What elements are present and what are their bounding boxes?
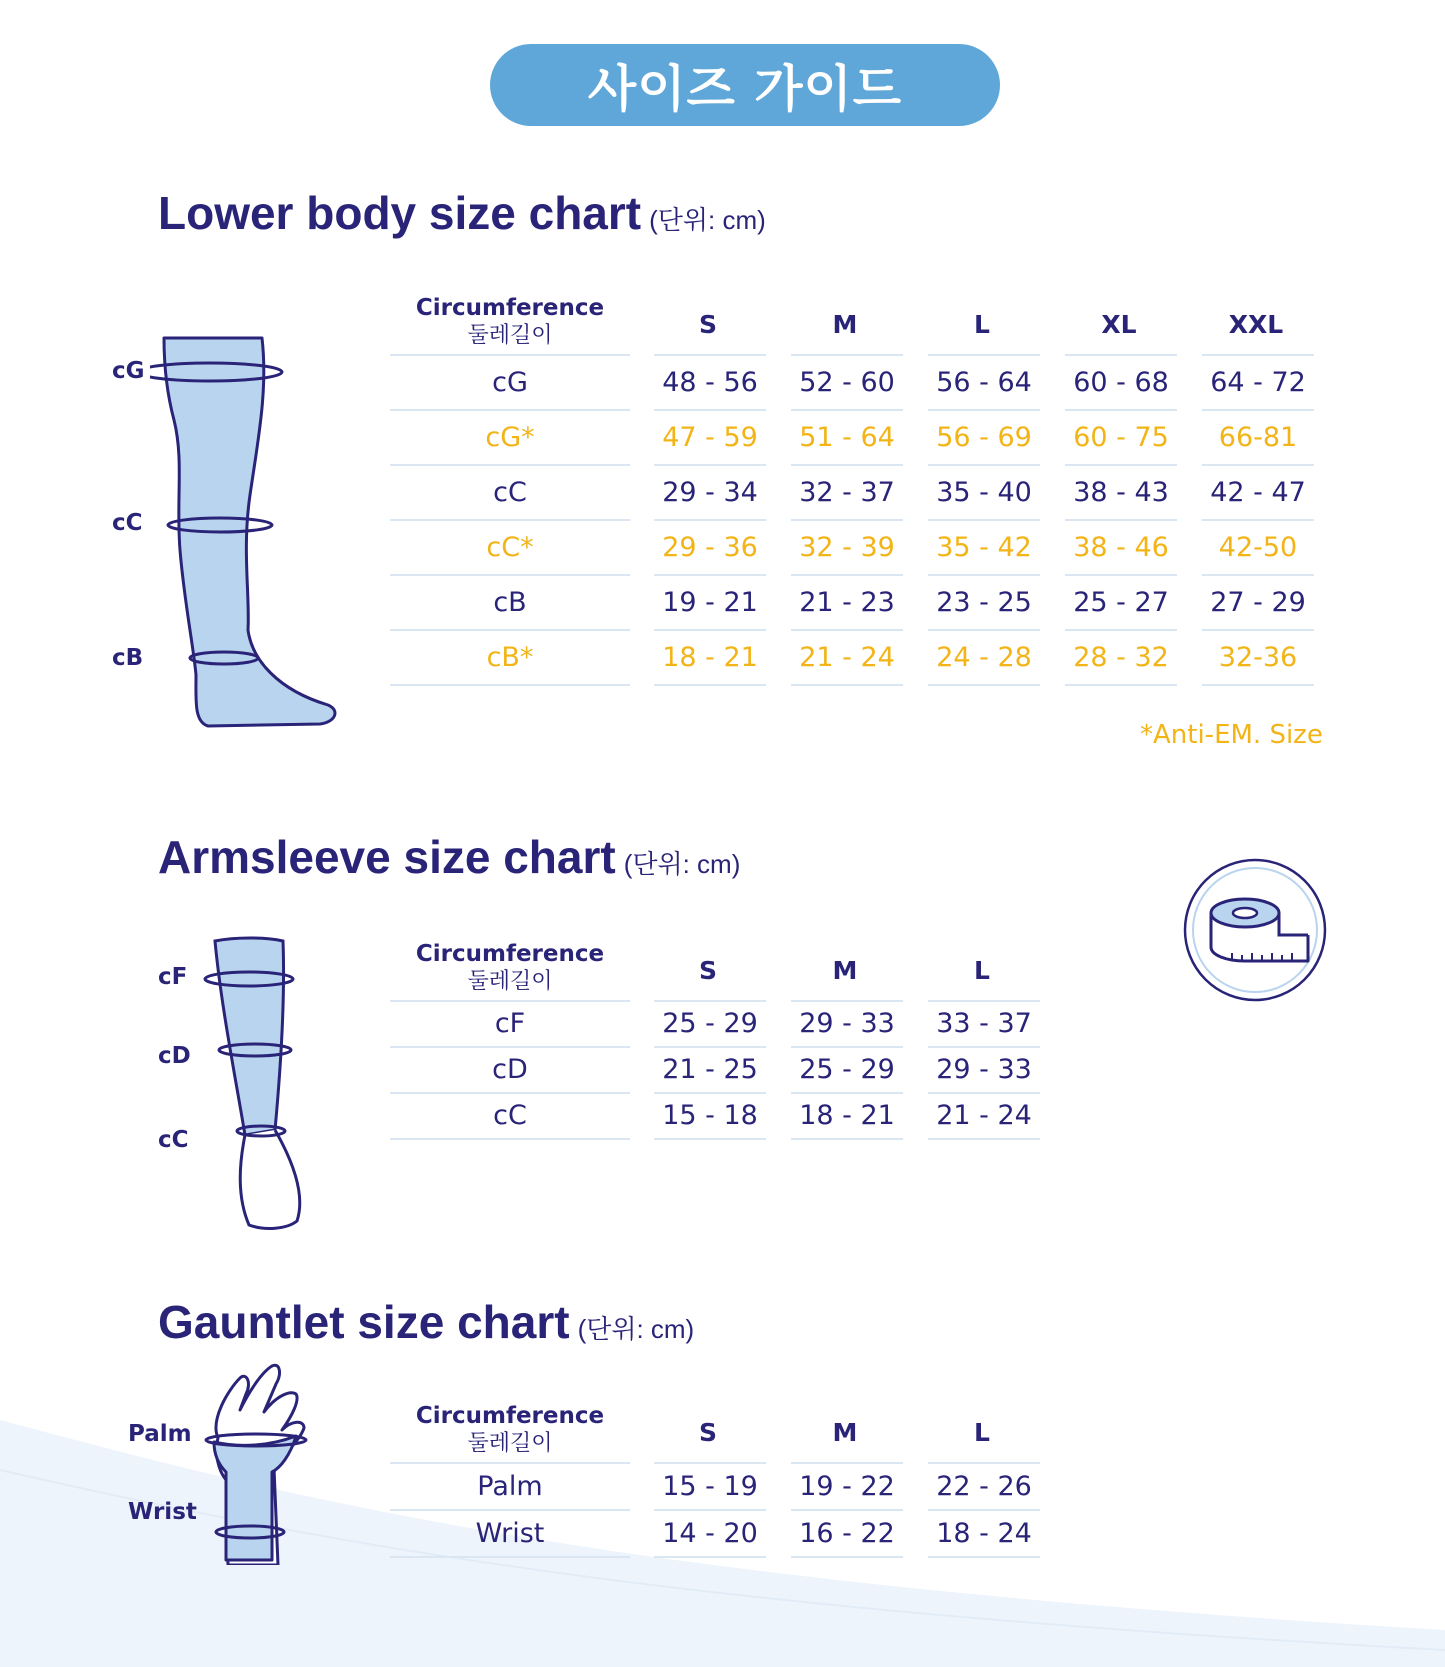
gauntlet-header-circ-en: Circumference [415,1403,605,1429]
gauntlet-value-cell: 22 - 26 [928,1464,1040,1511]
arm-section-title [158,830,740,884]
arm-value-cell: 21 - 24 [928,1094,1040,1140]
gauntlet-value-cell: 16 - 22 [791,1511,903,1558]
arm-unit: (단위: cm) [623,849,741,879]
gauntlet-header-size: S [698,1418,717,1447]
gauntlet-value-cell: 19 - 22 [791,1464,903,1511]
arm-header-size: M [832,956,858,985]
lower-header-size: M [832,310,858,339]
lower-value-cell: 24 - 28 [928,631,1040,686]
lower-value-cell: 29 - 34 [654,466,766,521]
arm-value-cell: 33 - 37 [928,1002,1040,1048]
page-title-pill [490,44,1000,126]
lower-section-title [158,186,766,240]
lower-value-cell: 42-50 [1202,521,1314,576]
lower-header-circ-ko: 둘레길이 [467,323,553,348]
lower-value-cell: 51 - 64 [791,411,903,466]
leg-figure-icon [150,330,360,750]
arm-value-cell: 25 - 29 [654,1002,766,1048]
hand-label-palm: Palm [128,1421,192,1447]
arm-title-text: Armsleeve size chart [158,831,616,883]
gauntlet-value-cell: 15 - 19 [654,1464,766,1511]
lower-value-cell: 19 - 21 [654,576,766,631]
lower-row-label: cG* [390,411,630,466]
lower-row-label: cC* [390,521,630,576]
lower-header-size: XXL [1228,310,1284,339]
arm-label-cf: cF [158,964,188,990]
lower-value-cell: 35 - 40 [928,466,1040,521]
hand-figure-icon [200,1360,330,1565]
anti-em-footnote: *Anti-EM. Size [1140,720,1323,750]
hand-label-wrist: Wrist [128,1499,197,1525]
leg-label-cb: cB [112,645,144,671]
arm-header-size: L [974,956,990,985]
arm-label-cc: cC [158,1127,189,1153]
lower-value-cell: 21 - 24 [791,631,903,686]
arm-value-cell: 29 - 33 [928,1048,1040,1094]
arm-header-circ-ko: 둘레길이 [467,969,553,994]
lower-value-cell: 48 - 56 [654,356,766,411]
gauntlet-header-circumference [390,1402,630,1458]
lower-value-cell: 27 - 29 [1202,576,1314,631]
gauntlet-value-cell: 14 - 20 [654,1511,766,1558]
leg-label-cc: cC [112,510,143,536]
arm-value-cell: 15 - 18 [654,1094,766,1140]
lower-value-cell: 32 - 37 [791,466,903,521]
lower-value-cell: 21 - 23 [791,576,903,631]
gauntlet-header-circ-ko: 둘레길이 [467,1431,553,1456]
lower-value-cell: 38 - 46 [1065,521,1177,576]
lower-row-label: cG [390,356,630,411]
measuring-tape-icon [1180,855,1330,1005]
lower-value-cell: 56 - 69 [928,411,1040,466]
lower-header-size: S [698,310,717,339]
arm-value-cell: 25 - 29 [791,1048,903,1094]
lower-header-circumference [390,294,630,350]
lower-row-label: cB [390,576,630,631]
arm-row-label: cC [390,1094,630,1140]
gauntlet-row-label: Wrist [390,1511,630,1558]
gauntlet-value-cell: 18 - 24 [928,1511,1040,1558]
lower-value-cell: 60 - 68 [1065,356,1177,411]
lower-value-cell: 64 - 72 [1202,356,1314,411]
lower-row-label: cC [390,466,630,521]
lower-row-label: cB* [390,631,630,686]
arm-label-cd: cD [158,1043,191,1069]
lower-value-cell: 18 - 21 [654,631,766,686]
lower-value-cell: 25 - 27 [1065,576,1177,631]
arm-value-cell: 29 - 33 [791,1002,903,1048]
arm-row-label: cF [390,1002,630,1048]
lower-header-size: L [974,310,990,339]
gauntlet-unit: (단위: cm) [577,1314,695,1344]
leg-label-cg: cG [112,358,145,384]
lower-value-cell: 32 - 39 [791,521,903,576]
lower-value-cell: 52 - 60 [791,356,903,411]
lower-value-cell: 23 - 25 [928,576,1040,631]
arm-header-circumference [390,940,630,996]
arm-value-cell: 18 - 21 [791,1094,903,1140]
lower-value-cell: 32-36 [1202,631,1314,686]
arm-header-size: S [698,956,717,985]
arm-figure-icon [195,935,315,1235]
lower-value-cell: 42 - 47 [1202,466,1314,521]
lower-value-cell: 35 - 42 [928,521,1040,576]
page-title: 사이즈 가이드 [587,60,903,118]
gauntlet-header-size: L [974,1418,990,1447]
lower-header-size: XL [1101,310,1137,339]
arm-row-label: cD [390,1048,630,1094]
gauntlet-title-text: Gauntlet size chart [158,1296,570,1348]
lower-value-cell: 29 - 36 [654,521,766,576]
lower-header-circ-en: Circumference [415,295,605,321]
lower-value-cell: 28 - 32 [1065,631,1177,686]
gauntlet-row-label: Palm [390,1464,630,1511]
gauntlet-section-title [158,1295,694,1349]
lower-value-cell: 56 - 64 [928,356,1040,411]
arm-value-cell: 21 - 25 [654,1048,766,1094]
lower-value-cell: 38 - 43 [1065,466,1177,521]
lower-value-cell: 47 - 59 [654,411,766,466]
lower-value-cell: 66-81 [1202,411,1314,466]
gauntlet-header-size: M [832,1418,858,1447]
lower-title-text: Lower body size chart [158,187,642,239]
lower-value-cell: 60 - 75 [1065,411,1177,466]
lower-unit: (단위: cm) [649,205,766,235]
arm-header-circ-en: Circumference [415,941,605,967]
